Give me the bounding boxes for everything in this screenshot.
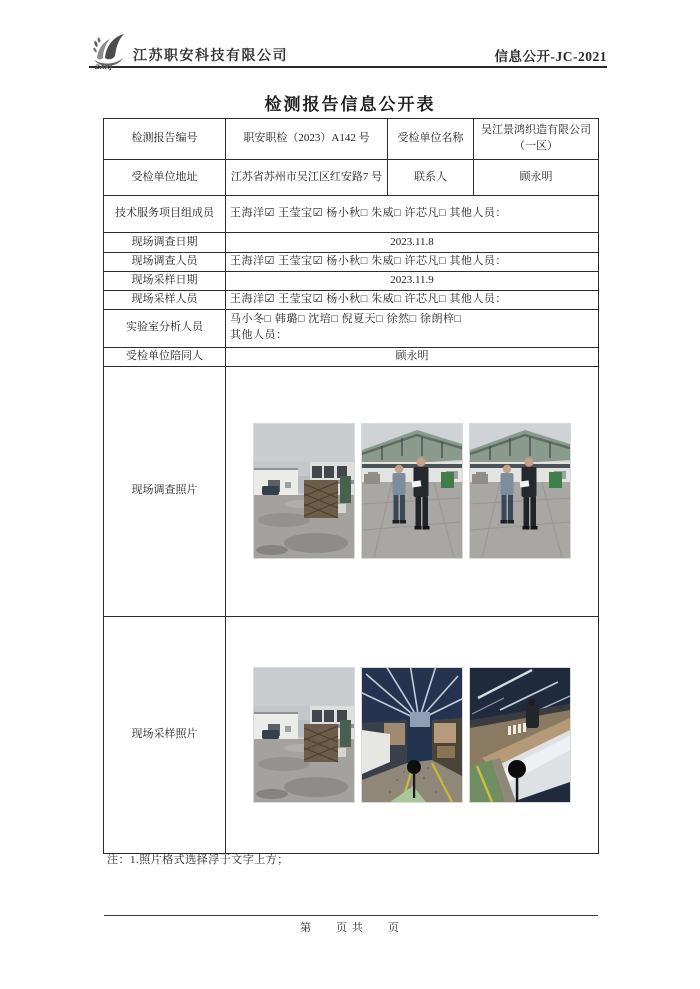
table-row: [104, 347, 599, 366]
photo-loom-sampling: [469, 667, 571, 803]
footer-divider: [104, 915, 598, 916]
page-header: [89, 28, 607, 71]
disclosure-form-table: [103, 118, 599, 854]
unit-name-label: 受检单位名称: [388, 119, 474, 160]
unit-addr-value: 江苏省苏州市吴江区红安路7 号: [226, 160, 388, 196]
sampling-staff-label: 现场采样人员: [104, 290, 226, 309]
contact-label: 联系人: [388, 160, 474, 196]
table-row: [104, 309, 599, 347]
team-label: 技术服务项目组成员: [104, 196, 226, 233]
table-row: [104, 196, 599, 233]
sampling-staff-value: 王海洋☑ 王莹宝☑ 杨小秋□ 朱威□ 许芯凡□ 其他人员：: [226, 290, 599, 309]
header-brand: [89, 25, 288, 71]
company-name: 江苏职安科技有限公司: [133, 49, 288, 64]
table-row: [104, 271, 599, 290]
table-row: [104, 290, 599, 309]
report-no-label: 检测报告编号: [104, 119, 226, 160]
report-no-value: 职安职检（2023）A142 号: [226, 119, 388, 160]
escort-value: 顾永明: [226, 347, 599, 366]
photo-factory-yard: [253, 667, 355, 803]
lab-staff-label: 实验室分析人员: [104, 309, 226, 347]
contact-value: 顾永明: [474, 160, 599, 196]
survey-photos-label: 现场调查照片: [104, 366, 226, 616]
survey-photos-row: [104, 366, 599, 616]
photo-site-visit-men: [469, 423, 571, 559]
lab-staff-value: [226, 309, 599, 347]
sampling-photos-row: [104, 616, 599, 853]
lab-staff-line2: 其他人员：: [230, 329, 288, 342]
sampling-photos-label: 现场采样照片: [104, 616, 226, 853]
survey-staff-value: 王海洋☑ 王莹宝☑ 杨小秋□ 朱威□ 许芯凡□ 其他人员：: [226, 253, 599, 272]
photo-factory-yard: [253, 423, 355, 559]
logo-text: ZAKJ: [95, 63, 113, 71]
photo-site-visit-men: [361, 423, 463, 559]
unit-name-value: 吴江景鸿织造有限公司（一区）: [474, 119, 599, 160]
sampling-date-value: 2023.11.9: [226, 271, 599, 290]
survey-photos-group: [230, 423, 594, 559]
table-row: [104, 160, 599, 196]
team-value: 王海洋☑ 王莹宝☑ 杨小秋□ 朱威□ 许芯凡□ 其他人员：: [226, 196, 599, 233]
survey-photos-cell: [226, 366, 599, 616]
sampling-photos-group: [230, 667, 594, 803]
survey-staff-label: 现场调查人员: [104, 253, 226, 272]
unit-addr-label: 受检单位地址: [104, 160, 226, 196]
sampling-date-label: 现场采样日期: [104, 271, 226, 290]
footnote: 注：1.照片格式选择浮于文字上方；: [107, 854, 289, 866]
table-row: [104, 119, 599, 160]
table-row: [104, 233, 599, 253]
sampling-photos-cell: [226, 616, 599, 853]
table-row: [104, 253, 599, 272]
survey-date-value: 2023.11.8: [226, 233, 599, 253]
page-number: 第 页 共 页: [300, 922, 400, 934]
survey-date-label: 现场调查日期: [104, 233, 226, 253]
escort-label: 受检单位陪同人: [104, 347, 226, 366]
lab-staff-line1: 马小冬□ 韩璐□ 沈培□ 倪夏天□ 徐然□ 徐朗梓□: [230, 313, 462, 326]
company-logo-icon: [89, 31, 131, 71]
page-title: 检测报告信息公开表: [264, 95, 436, 114]
document-code: 信息公开-JC-2021: [494, 49, 607, 64]
photo-workshop-aisle: [361, 667, 463, 803]
